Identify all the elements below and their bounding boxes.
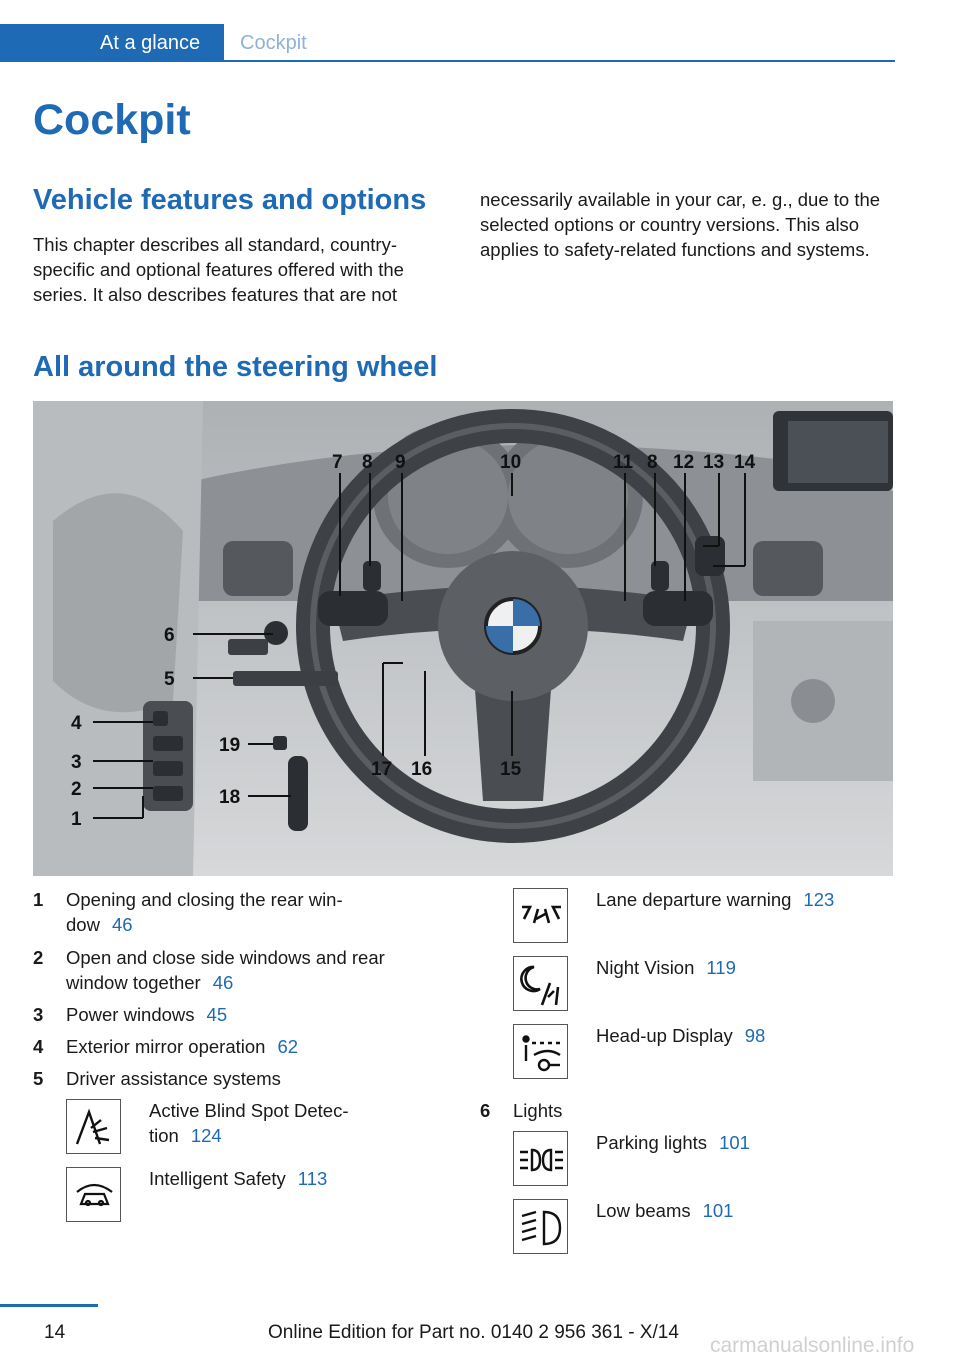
callout-5: 5 (164, 669, 175, 690)
item-text: Lights (513, 1100, 563, 1121)
header-tab-bar (0, 24, 895, 62)
callout-7: 7 (332, 452, 343, 473)
item-text: Opening and closing the rear win- dow 46 (66, 889, 343, 935)
page-title: Cockpit (33, 96, 191, 144)
callout-16: 16 (411, 759, 433, 780)
page-ref[interactable]: 101 (702, 1200, 734, 1221)
list-item-6 (480, 1098, 880, 1123)
page-ref[interactable]: 45 (206, 1004, 228, 1025)
callout-17: 17 (371, 759, 393, 780)
parking-lights-label: Parking lights 101 (596, 1132, 750, 1153)
steering-wheel-heading: All around the steering wheel (33, 351, 438, 383)
callout-15: 15 (500, 759, 522, 780)
item-text: Exterior mirror operation 62 (66, 1036, 299, 1057)
page-ref[interactable]: 62 (277, 1036, 299, 1057)
callout-6: 6 (164, 625, 175, 646)
item-text: Open and close side windows and rear window together 46 (66, 947, 385, 993)
list-item-4 (33, 1034, 433, 1059)
night-vision-label: Night Vision 119 (596, 957, 736, 978)
lane-departure-label: Lane departure warning 123 (596, 889, 835, 910)
section-title: Vehicle features and options (33, 184, 427, 216)
list-item-1 (33, 887, 433, 937)
head-up-display-label: Head-up Display 98 (596, 1025, 766, 1046)
callout-8: 8 (362, 452, 373, 473)
watermark: carmanualsonline.info (710, 1334, 915, 1357)
blind-spot-icon (66, 1099, 121, 1154)
item-number: 4 (33, 1036, 44, 1057)
callout-3: 3 (71, 752, 82, 773)
item-number: 6 (480, 1100, 491, 1121)
callout-1: 1 (71, 809, 82, 830)
callout-2: 2 (71, 779, 82, 800)
callout-11: 11 (613, 452, 634, 473)
edition-text: Online Edition for Part no. 0140 2 956 361 - X/14 (268, 1322, 679, 1343)
item-number: 1 (33, 889, 44, 910)
footer-rule (0, 1304, 98, 1307)
callout-9: 9 (395, 452, 406, 473)
page-ref[interactable]: 113 (297, 1168, 328, 1189)
list-item-3 (33, 1002, 433, 1027)
page-ref[interactable]: 46 (212, 972, 234, 993)
page-ref[interactable]: 119 (706, 957, 736, 978)
callout-8b: 8 (647, 452, 658, 473)
parking-lights-icon (513, 1131, 568, 1186)
callout-18: 18 (219, 787, 241, 808)
tab-cockpit[interactable]: Cockpit (240, 32, 307, 54)
page-ref[interactable]: 46 (111, 914, 133, 935)
item-number: 5 (33, 1068, 44, 1089)
item-number: 2 (33, 947, 44, 968)
callout-4: 4 (71, 713, 82, 734)
callout-10: 10 (500, 452, 522, 473)
cockpit-illustration (33, 401, 893, 876)
callout-19: 19 (219, 735, 241, 756)
head-up-display-icon (513, 1024, 568, 1079)
night-vision-icon (513, 956, 568, 1011)
intelligent-safety-label: Intelligent Safety 113 (149, 1168, 328, 1189)
page-number: 14 (44, 1322, 66, 1343)
list-item-2 (33, 945, 433, 995)
blind-spot-label: Active Blind Spot Detec- tion 124 (149, 1100, 349, 1146)
page-ref[interactable]: 123 (803, 889, 835, 910)
lane-departure-icon (513, 888, 568, 943)
callout-14: 14 (734, 452, 756, 473)
low-beams-label: Low beams 101 (596, 1200, 734, 1221)
item-text: Power windows 45 (66, 1004, 228, 1025)
intelligent-safety-icon (66, 1167, 121, 1222)
intro-text-left: This chapter describes all standard, country-specific and optional features offered with the series. It also describes features that are not (33, 234, 404, 305)
page-ref[interactable]: 124 (190, 1125, 222, 1146)
intro-text-right: necessarily available in your car, e. g., due to the selected options or country versions. This also applies to safety-related functions and systems. (480, 189, 881, 260)
tab-at-a-glance[interactable]: At a glance (0, 24, 224, 62)
item-number: 3 (33, 1004, 44, 1025)
page-ref[interactable]: 98 (744, 1025, 766, 1046)
page-ref[interactable]: 101 (719, 1132, 750, 1153)
list-item-5 (33, 1066, 433, 1091)
callout-12: 12 (673, 452, 695, 473)
low-beams-icon (513, 1199, 568, 1254)
callout-13: 13 (703, 452, 725, 473)
item-text: Driver assistance systems (66, 1068, 281, 1089)
